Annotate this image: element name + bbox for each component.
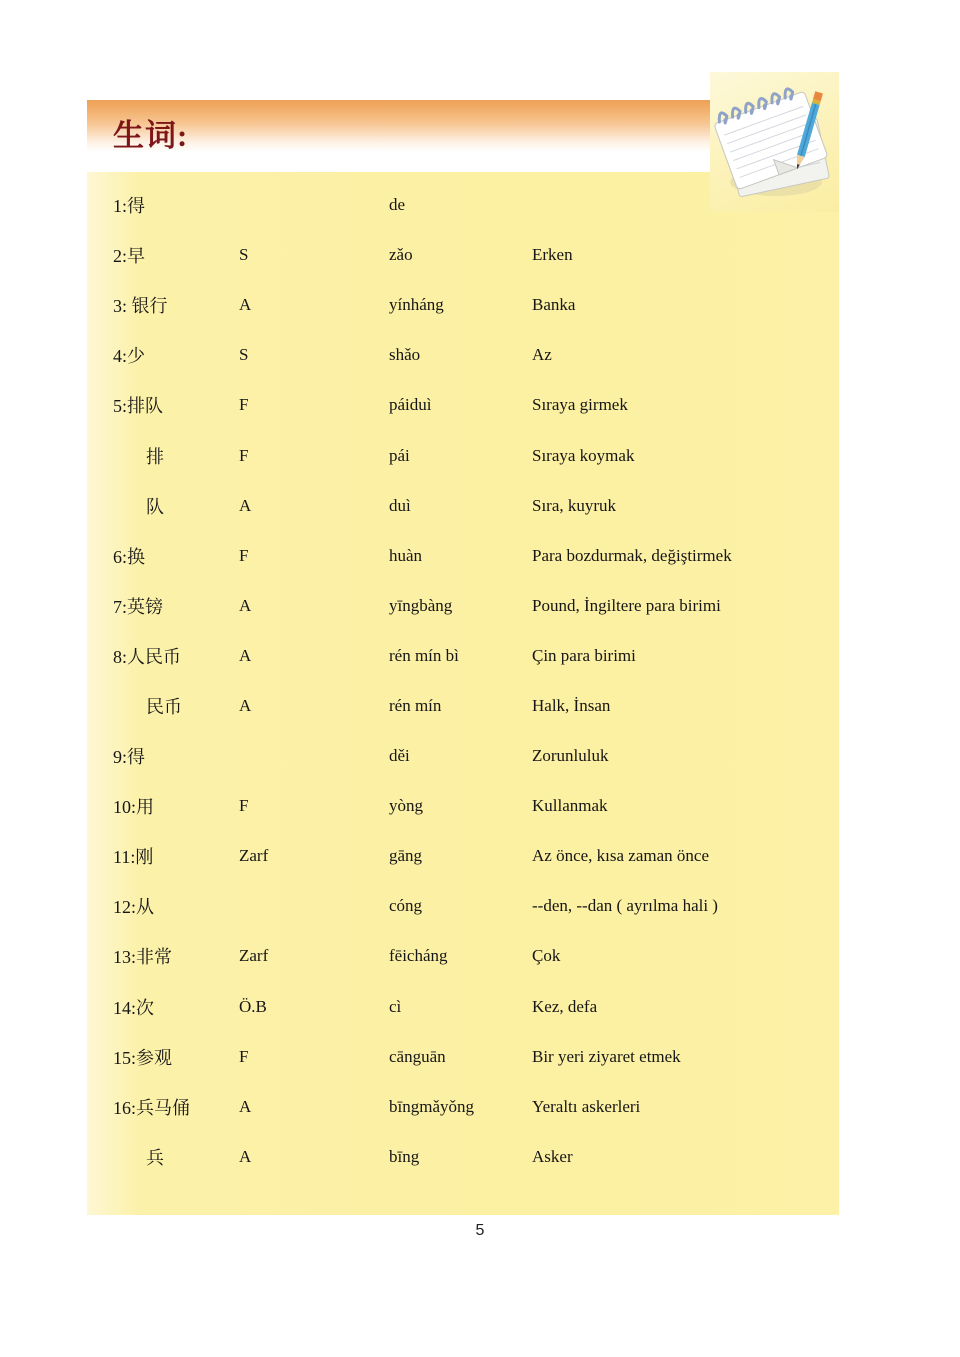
vocab-row: [87, 230, 839, 280]
pinyin-cell: rén mín: [389, 695, 442, 715]
pinyin-cell: de: [389, 195, 406, 215]
pinyin-cell: fēicháng: [389, 946, 448, 966]
vocab-row: [87, 731, 839, 781]
meaning-cell: --den, --dan ( ayrılma hali ): [532, 896, 718, 916]
vocab-row: [87, 881, 839, 931]
chinese-cell: 15:参观: [113, 1047, 173, 1068]
pinyin-cell: duì: [389, 495, 411, 515]
page-number: 5: [475, 1222, 485, 1239]
vocab-row: [87, 430, 839, 480]
chinese-cell: 队: [146, 496, 164, 517]
pinyin-cell: cì: [389, 996, 402, 1016]
vocab-row: [87, 931, 839, 981]
pinyin-cell: shǎo: [389, 345, 421, 365]
vocab-row: [87, 831, 839, 881]
chinese-cell: 8:人民币: [113, 646, 182, 667]
vocab-list: [87, 172, 839, 1215]
pinyin-cell: cóng: [389, 896, 423, 916]
pos-cell: Zarf: [239, 946, 269, 966]
vocab-row: [87, 481, 839, 531]
pinyin-cell: gāng: [389, 846, 423, 866]
meaning-cell: Sıraya koymak: [532, 445, 635, 465]
meaning-cell: Zorunluluk: [532, 746, 609, 766]
pinyin-cell: bīngmǎyǒng: [389, 1096, 474, 1116]
chinese-cell: 12:从: [113, 897, 155, 918]
vocab-row: [87, 1032, 839, 1082]
pos-cell: S: [239, 245, 249, 265]
meaning-cell: Çok: [532, 946, 561, 966]
meaning-cell: Az: [532, 345, 552, 365]
pinyin-cell: rén mín bì: [389, 645, 459, 665]
pinyin-cell: yīngbàng: [389, 595, 453, 615]
meaning-cell: Sıraya girmek: [532, 395, 628, 415]
pinyin-cell: yínháng: [389, 295, 444, 315]
meaning-cell: Kullanmak: [532, 796, 608, 816]
pos-cell: F: [239, 545, 249, 565]
vocab-row: [87, 631, 839, 681]
pos-cell: S: [239, 345, 249, 365]
chinese-cell: 6:换: [113, 546, 146, 567]
meaning-cell: Sıra, kuyruk: [532, 495, 617, 515]
pos-cell: A: [239, 1146, 252, 1166]
chinese-cell: 4:少: [113, 346, 146, 367]
chinese-cell: 13:非常: [113, 947, 173, 968]
vocab-row: [87, 1082, 839, 1132]
pos-cell: A: [239, 645, 252, 665]
pos-cell: Zarf: [239, 846, 269, 866]
pos-cell: F: [239, 796, 249, 816]
chinese-cell: 兵: [146, 1147, 164, 1168]
page-title: 生词:: [113, 118, 189, 153]
pinyin-cell: páiduì: [389, 395, 432, 415]
meaning-cell: Kez, defa: [532, 996, 598, 1016]
pinyin-cell: bīng: [389, 1146, 420, 1166]
vocab-row: [87, 380, 839, 430]
meaning-cell: Halk, İnsan: [532, 695, 611, 715]
meaning-cell: Banka: [532, 295, 576, 315]
pos-cell: F: [239, 445, 249, 465]
vocab-row: [87, 982, 839, 1032]
meaning-cell: Yeraltı askerleri: [532, 1096, 641, 1116]
meaning-cell: Çin para birimi: [532, 645, 636, 665]
vocab-row: [87, 681, 839, 731]
chinese-cell: 3: 银行: [113, 296, 168, 317]
pos-cell: Ö.B: [239, 996, 267, 1016]
pos-cell: A: [239, 695, 252, 715]
chinese-cell: 9:得: [113, 747, 146, 768]
chinese-cell: 5:排队: [113, 396, 164, 417]
meaning-cell: Para bozdurmak, değiştirmek: [532, 545, 732, 565]
pos-cell: A: [239, 295, 252, 315]
meaning-cell: Asker: [532, 1146, 573, 1166]
page-footer: [0, 1222, 960, 1240]
meaning-cell: Az önce, kısa zaman önce: [532, 846, 709, 866]
vocab-row: [87, 781, 839, 831]
vocab-row: [87, 581, 839, 631]
pinyin-cell: huàn: [389, 545, 423, 565]
pinyin-cell: děi: [389, 746, 410, 766]
meaning-cell: Bir yeri ziyaret etmek: [532, 1046, 681, 1066]
vocab-row: [87, 280, 839, 330]
chinese-cell: 7:英镑: [113, 596, 164, 617]
meaning-cell: Pound, İngiltere para birimi: [532, 595, 721, 615]
chinese-cell: 11:刚: [113, 847, 154, 868]
pos-cell: F: [239, 1046, 249, 1066]
pinyin-cell: zǎo: [389, 245, 413, 265]
pos-cell: A: [239, 595, 252, 615]
chinese-cell: 16:兵马俑: [113, 1097, 191, 1118]
pinyin-cell: pái: [389, 445, 410, 465]
vocab-row: [87, 1132, 839, 1182]
pinyin-cell: cānguān: [389, 1046, 446, 1066]
pinyin-cell: yòng: [389, 796, 423, 816]
chinese-cell: 民币: [146, 696, 182, 717]
pos-cell: F: [239, 395, 249, 415]
vocab-row: [87, 330, 839, 380]
notepad-tile: [710, 72, 839, 212]
pos-cell: A: [239, 495, 252, 515]
chinese-cell: 10:用: [113, 797, 155, 818]
vocab-row: [87, 531, 839, 581]
chinese-cell: 2:早: [113, 246, 146, 267]
notepad-pencil-icon: [710, 199, 839, 216]
chinese-cell: 1:得: [113, 196, 146, 217]
pos-cell: A: [239, 1096, 252, 1116]
chinese-cell: 14:次: [113, 997, 155, 1018]
chinese-cell: 排: [146, 446, 164, 467]
meaning-cell: Erken: [532, 245, 573, 265]
